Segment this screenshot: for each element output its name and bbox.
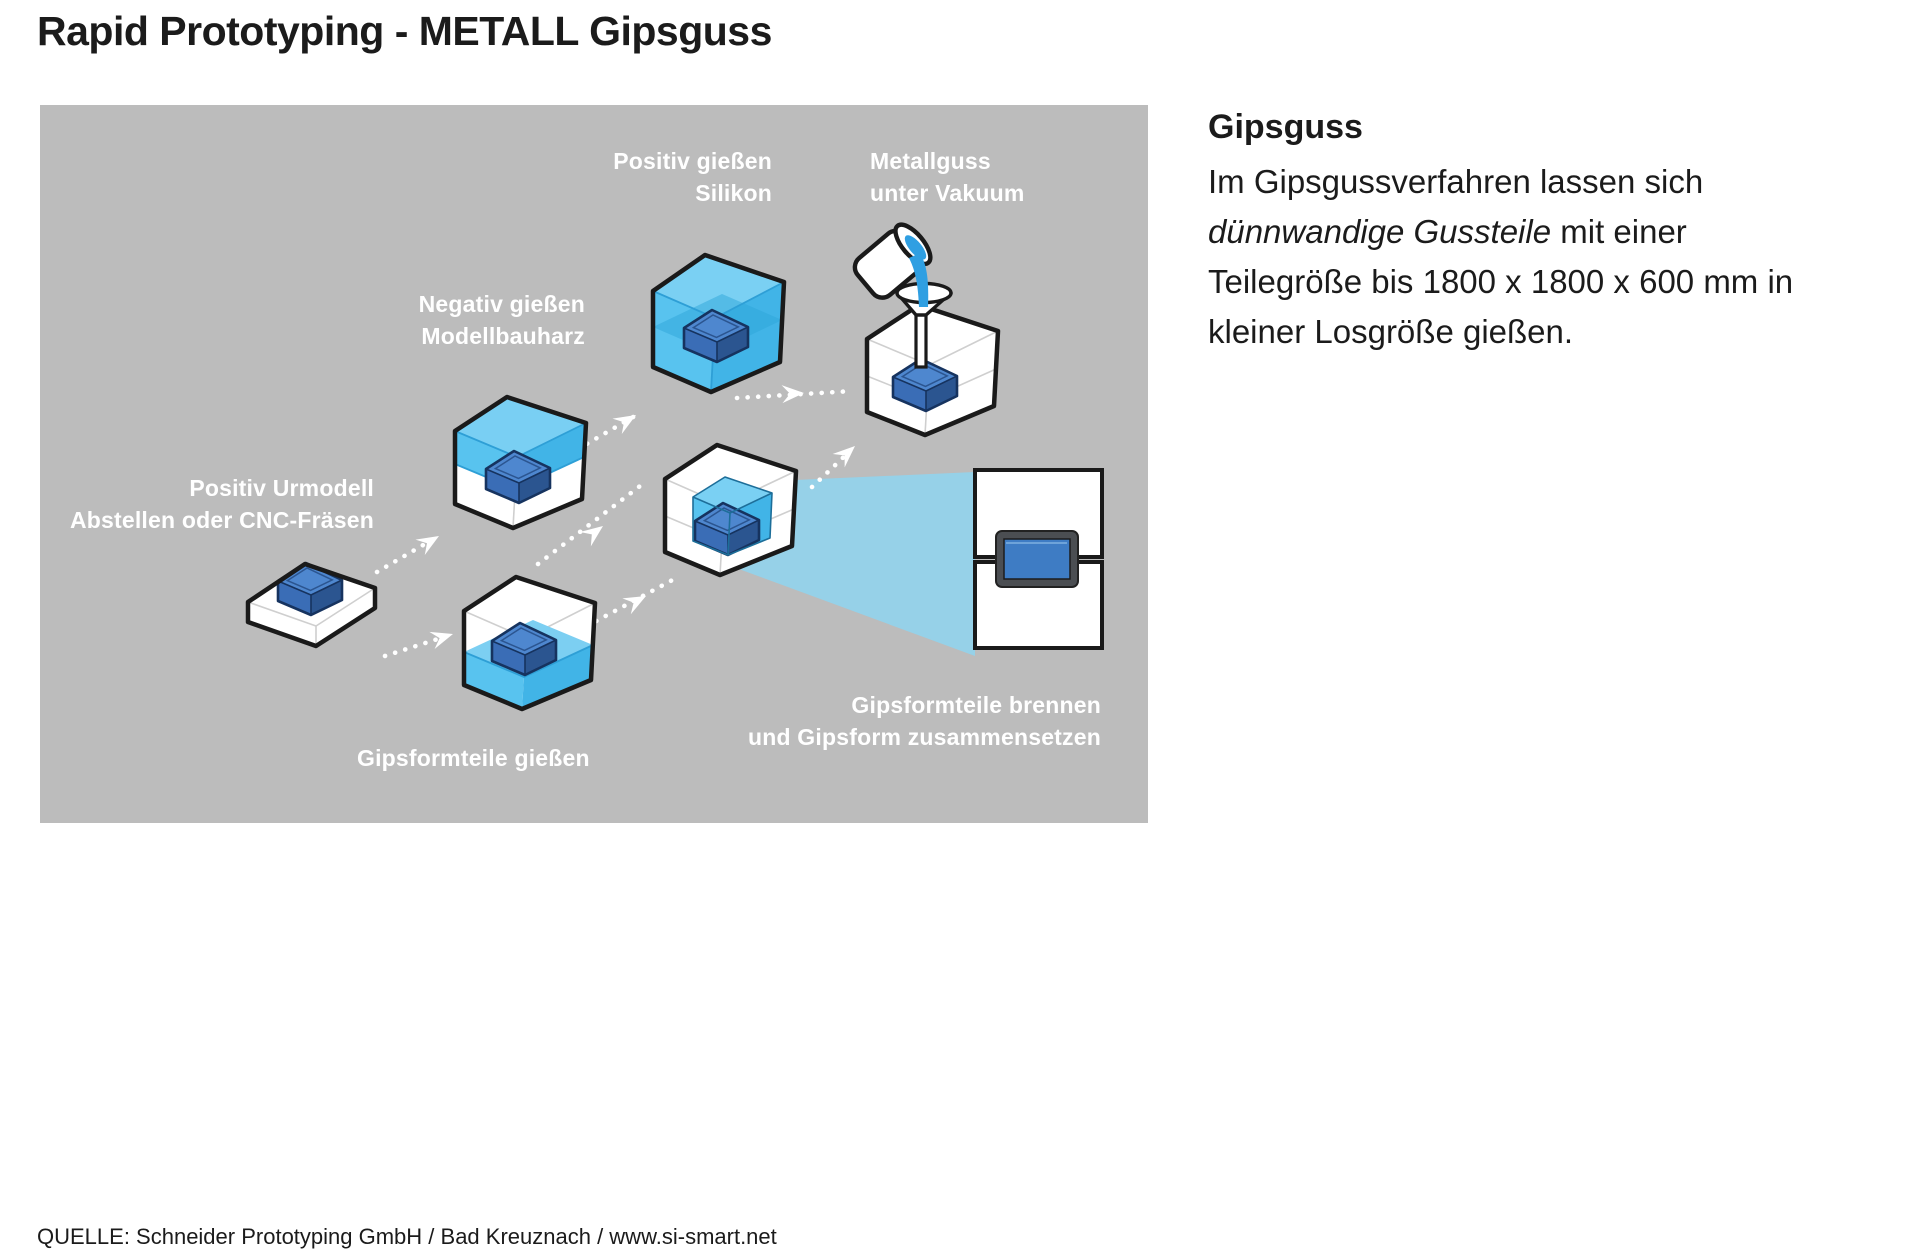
info-line-3: Teilegröße bis 1800 x 1800 x 600 mm in	[1208, 263, 1794, 300]
mold-cross-section	[975, 470, 1102, 648]
label-metallguss: Metallguss unter Vakuum	[870, 148, 1025, 206]
info-heading: Gipsguss	[1208, 108, 1363, 146]
info-panel	[1208, 108, 1908, 357]
cube-silikon	[653, 255, 784, 392]
info-text	[1208, 157, 1908, 357]
source-line: QUELLE: Schneider Prototyping GmbH / Bad Kreuznach / www.si-smart.net	[37, 1224, 777, 1249]
cube-metallguss	[850, 219, 998, 435]
process-diagram	[40, 105, 1148, 823]
info-line-2-rest: mit einer	[1551, 213, 1687, 250]
label-negativ-giessen: Negativ gießen Modellbauharz	[418, 291, 585, 349]
label-gipsform-giessen: Gipsformteile gießen	[357, 745, 590, 771]
cube-gipsform	[464, 577, 595, 709]
info-line-2	[1208, 207, 1908, 257]
cube-negativ	[455, 397, 586, 528]
info-line-2-italic: dünnwandige Gussteile	[1208, 213, 1552, 250]
cube-urmodell	[248, 563, 375, 646]
page-title: Rapid Prototyping - METALL Gipsguss	[37, 8, 772, 54]
info-line-4: kleiner Losgröße gießen.	[1208, 313, 1574, 350]
label-gipsform-brennen: Gipsformteile brennen und Gipsform zusammensetzen	[747, 692, 1101, 750]
label-positiv-urmodell: Positiv Urmodell Abstellen oder CNC-Fräsen	[69, 475, 374, 533]
label-positiv-silikon: Positiv gießen Silikon	[613, 148, 772, 206]
info-line-1: Im Gipsgussverfahren lassen sich	[1208, 163, 1704, 200]
